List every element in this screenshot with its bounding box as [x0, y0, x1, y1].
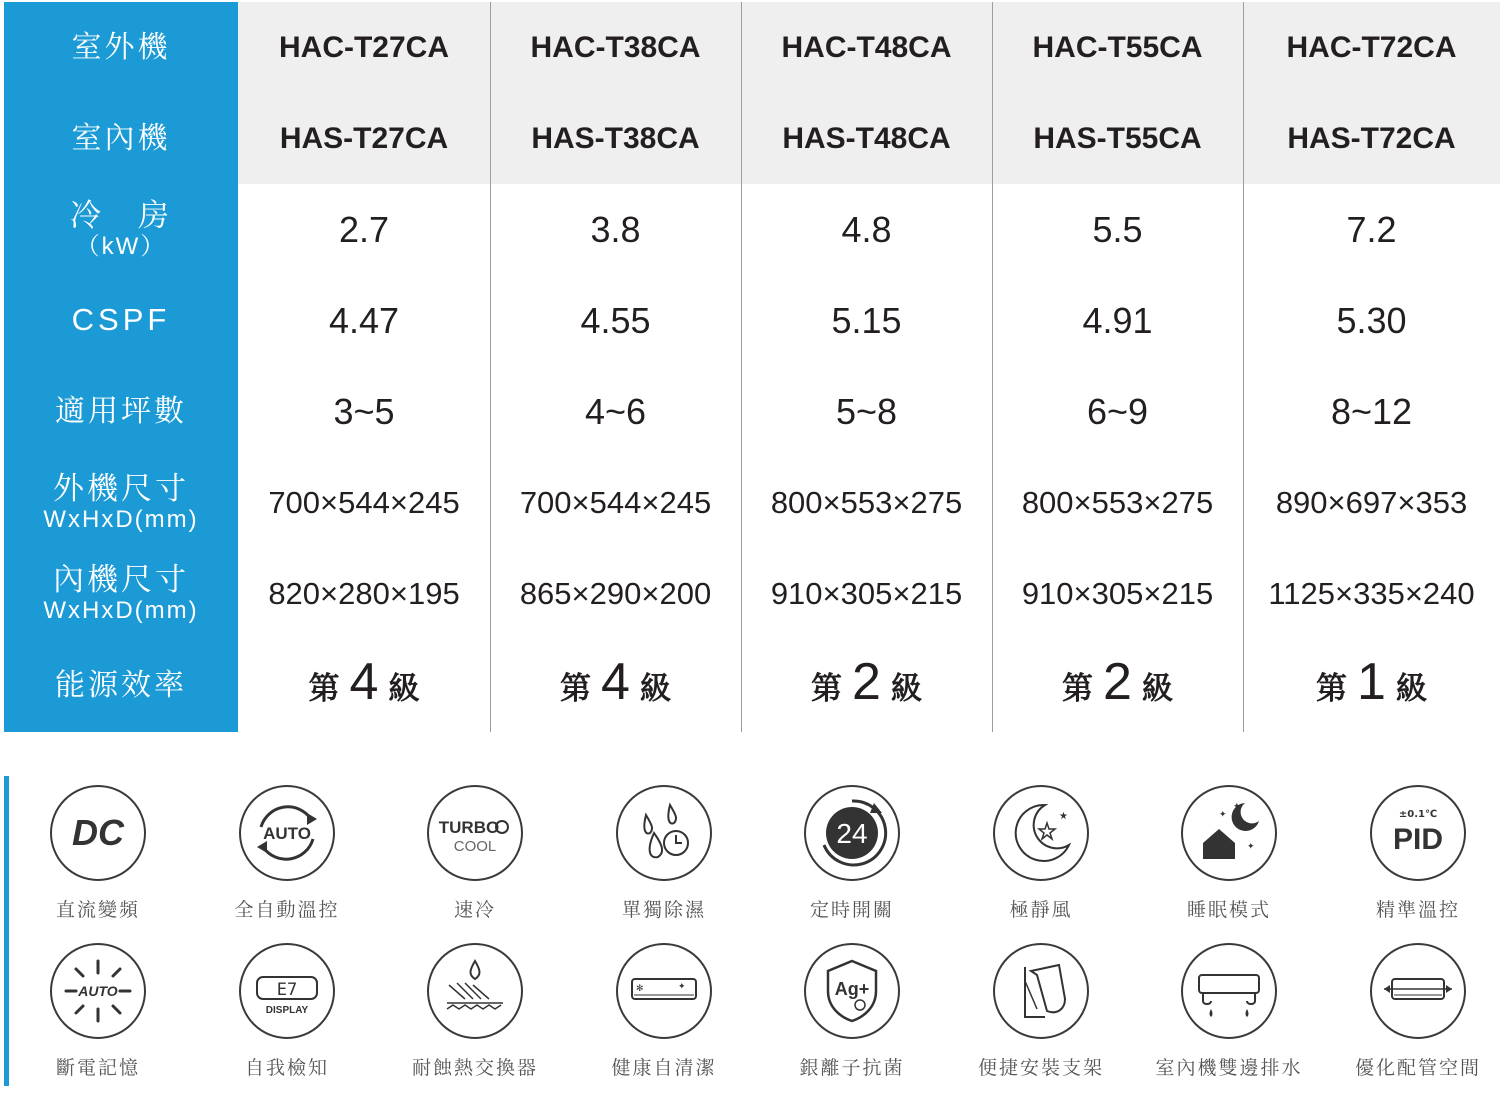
feature-label: 定時開關: [809, 900, 894, 921]
feature-timer: [762, 785, 942, 922]
outdoor-size: 700×544×245: [519, 484, 712, 520]
grade-suffix: 級: [639, 671, 671, 706]
row-label-cooling-unit: （kW）: [75, 233, 167, 261]
quiet-moon-icon: [993, 785, 1089, 881]
feature-quiet: [951, 785, 1131, 922]
grade-suffix: 級: [1395, 671, 1427, 706]
grade-suffix: 級: [890, 671, 922, 706]
grade-suffix: 級: [1141, 671, 1173, 706]
auto-restart-icon: [50, 943, 146, 1039]
cooling-capacity: 2.7: [338, 208, 390, 250]
feature-label: 斷電記憶: [55, 1058, 140, 1079]
feature-label: 銀離子抗菌: [799, 1058, 905, 1079]
grade-prefix: 第: [811, 671, 843, 706]
outdoor-size: 800×553×275: [1021, 484, 1214, 520]
indoor-size: 910×305×215: [1021, 575, 1214, 611]
cspf-value: 4.47: [328, 299, 400, 341]
svg-text:TURBO: TURBO: [438, 818, 500, 837]
svg-text:✻: ✻: [636, 984, 644, 994]
grade-number: 4: [349, 653, 379, 711]
area-range: 5~8: [835, 390, 898, 432]
heat-exchanger-icon: [427, 943, 523, 1039]
row-label-energy: 能源效率: [55, 668, 187, 702]
feature-label: 睡眠模式: [1186, 900, 1271, 921]
row-label-cspf: CSPF: [71, 302, 171, 338]
svg-text:DISPLAY: DISPLAY: [265, 1005, 309, 1016]
svg-text:✦: ✦: [1219, 810, 1227, 820]
svg-text:★: ★: [1059, 811, 1068, 822]
area-range: 8~12: [1330, 390, 1413, 432]
feature-dual-drain: [1139, 943, 1319, 1080]
feature-dc-inverter: [8, 785, 188, 922]
indoor-model: HAS-T48CA: [782, 121, 951, 155]
svg-text:COOL: COOL: [453, 838, 497, 855]
svg-text:DC: DC: [72, 812, 124, 853]
feature-silver-ion: [762, 943, 942, 1080]
svg-text:24: 24: [836, 818, 868, 849]
outdoor-size: 700×544×245: [268, 484, 460, 520]
feature-label: 優化配管空間: [1354, 1058, 1481, 1079]
cooling-capacity: 5.5: [1092, 208, 1143, 250]
indoor-size: 910×305×215: [770, 575, 963, 611]
svg-text:AUTO: AUTO: [78, 983, 118, 999]
indoor-size: 820×280×195: [268, 575, 460, 611]
row-label-cooling-main: 冷 房: [70, 197, 172, 233]
energy-grade: [741, 652, 992, 732]
svg-text:✦: ✦: [1233, 802, 1241, 812]
indoor-model: HAS-T55CA: [1033, 121, 1202, 155]
feature-heat-exchanger: [385, 943, 565, 1080]
outdoor-model: HAC-T38CA: [530, 30, 701, 64]
energy-grade: [490, 652, 741, 732]
grade-number: 1: [1357, 653, 1386, 711]
cspf-value: 5.30: [1336, 299, 1407, 341]
sleep-house-icon: [1181, 785, 1277, 881]
feature-label: 速冷: [453, 900, 496, 921]
indoor-size: 1125×335×240: [1268, 575, 1475, 611]
self-clean-icon: [616, 943, 712, 1039]
feature-piping-space: [1328, 943, 1500, 1080]
cspf-value: 5.15: [831, 299, 902, 341]
row-label-outdoor-size: [4, 457, 238, 548]
feature-label: 自我檢知: [244, 1058, 329, 1079]
area-range: 3~5: [333, 390, 395, 432]
feature-turbo-cool: [385, 785, 565, 922]
spec-table: [4, 2, 1500, 732]
timer-24-icon: [804, 785, 900, 881]
drain-icon: [1181, 943, 1277, 1039]
feature-sleep: [1139, 785, 1319, 922]
cspf-value: 4.91: [1082, 299, 1153, 341]
area-range: 6~9: [1086, 390, 1149, 432]
bracket-icon: [993, 943, 1089, 1039]
cooling-capacity: 7.2: [1346, 208, 1397, 250]
row-label-indoor-size: [4, 548, 238, 639]
energy-grade: [992, 652, 1243, 732]
indoor-model: HAS-T27CA: [279, 121, 449, 155]
feature-label: 全自動溫控: [234, 900, 340, 921]
feature-dehumidify: [574, 785, 754, 922]
grade-number: 2: [852, 653, 881, 711]
svg-text:✦: ✦: [1247, 842, 1255, 852]
grade-prefix: 第: [1316, 671, 1348, 706]
pid-icon: [1370, 785, 1466, 881]
outdoor-model: HAC-T55CA: [1032, 30, 1203, 64]
indoor-model: HAS-T72CA: [1287, 121, 1456, 155]
turbo-cool-icon: [427, 785, 523, 881]
feature-install-bracket: [951, 943, 1131, 1080]
row-label-outdoor-size-main: 外機尺寸: [53, 470, 189, 506]
feature-pid: [1328, 785, 1500, 922]
energy-grade: [1243, 652, 1500, 732]
grade-number: 4: [601, 653, 630, 711]
dc-icon: [50, 785, 146, 881]
svg-text:✦: ✦: [678, 982, 686, 992]
auto-icon: [239, 785, 335, 881]
feature-label: 耐蝕熱交換器: [411, 1058, 538, 1079]
feature-auto-temp: [197, 785, 377, 922]
feature-auto-restart: [8, 943, 188, 1080]
grade-suffix: 級: [388, 671, 420, 706]
energy-grade: [238, 652, 490, 732]
svg-text:E7: E7: [276, 980, 298, 1000]
outdoor-size: 890×697×353: [1275, 484, 1468, 520]
display-icon: [239, 943, 335, 1039]
row-label-area: 適用坪數: [55, 394, 187, 428]
row-label-cooling: [4, 184, 238, 275]
feature-label: 健康自清潔: [611, 1058, 717, 1079]
grade-number: 2: [1103, 653, 1132, 711]
row-label-indoor-size-main: 內機尺寸: [53, 561, 189, 597]
indoor-size: 865×290×200: [519, 575, 712, 611]
outdoor-model: HAC-T27CA: [278, 30, 449, 64]
cspf-value: 4.55: [580, 299, 651, 341]
svg-text:±0.1℃: ±0.1℃: [1398, 809, 1438, 820]
cooling-capacity: 4.8: [841, 208, 892, 250]
feature-self-clean: [574, 943, 754, 1080]
feature-label: 直流變頻: [55, 900, 140, 921]
feature-self-check: [197, 943, 377, 1080]
grade-prefix: 第: [560, 671, 592, 706]
area-range: 4~6: [584, 390, 647, 432]
row-label-indoor: 室內機: [71, 121, 171, 155]
outdoor-model: HAC-T72CA: [1286, 30, 1457, 64]
svg-text:Ag+: Ag+: [834, 979, 870, 999]
row-label-outdoor-size-unit: WxHxD(mm): [43, 506, 199, 534]
indoor-model: HAS-T38CA: [531, 121, 700, 155]
grade-prefix: 第: [1062, 671, 1094, 706]
outdoor-model: HAC-T48CA: [781, 30, 952, 64]
feature-label: 精準溫控: [1375, 900, 1460, 921]
feature-label: 室內機雙邊排水: [1155, 1058, 1303, 1079]
grade-prefix: 第: [308, 671, 340, 706]
feature-label: 極靜風: [1009, 900, 1073, 921]
svg-text:AUTO: AUTO: [263, 824, 311, 843]
svg-text:PID: PID: [1392, 823, 1444, 856]
outdoor-size: 800×553×275: [770, 484, 963, 520]
cooling-capacity: 3.8: [590, 208, 641, 250]
piping-icon: [1370, 943, 1466, 1039]
dehumidify-icon: [616, 785, 712, 881]
row-label-outdoor: 室外機: [71, 30, 171, 64]
row-label-indoor-size-unit: WxHxD(mm): [43, 597, 199, 625]
feature-label: 單獨除濕: [621, 900, 706, 921]
feature-label: 便捷安裝支架: [977, 1058, 1104, 1079]
silver-ion-icon: [804, 943, 900, 1039]
